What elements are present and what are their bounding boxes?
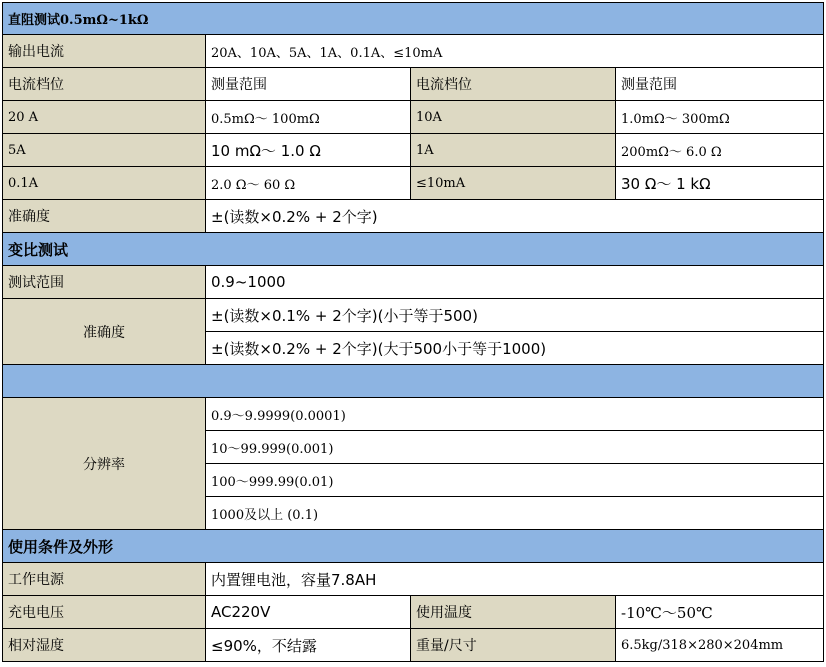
gear-cell: 0.1A <box>2 167 206 200</box>
range-cell: 2.0 Ω～ 60 Ω <box>206 167 411 200</box>
section-usage <box>2 530 824 563</box>
power-label: 工作电源 <box>2 563 206 596</box>
resolution-value: 10～99.999(0.001) <box>206 431 824 464</box>
ratio-range-value: 0.9~1000 <box>206 266 824 299</box>
range-cell: 0.5mΩ～ 100mΩ <box>206 101 411 134</box>
ratio-range-label: 测试范围 <box>2 266 206 299</box>
gear-cell: 5A <box>2 134 206 167</box>
temperature-label: 使用温度 <box>411 596 616 629</box>
row-range-header <box>2 68 824 101</box>
ratio-accuracy-label: 准确度 <box>2 299 206 365</box>
gear-cell: 10A <box>411 101 616 134</box>
row-ratio-accuracy <box>2 299 824 365</box>
section-title <box>2 365 824 398</box>
row-range <box>2 167 824 200</box>
dc-accuracy-label: 准确度 <box>2 200 206 233</box>
row-range <box>2 101 824 134</box>
range-cell: 200mΩ～ 6.0 Ω <box>616 134 824 167</box>
range-cell: 1.0mΩ～ 300mΩ <box>616 101 824 134</box>
section-dc-resistance <box>2 2 824 35</box>
output-current-label: 输出电流 <box>2 35 206 68</box>
range-header-2: 测量范围 <box>616 68 824 101</box>
temperature-value: -10℃～50℃ <box>616 596 824 629</box>
charge-label: 充电电压 <box>2 596 206 629</box>
row-power <box>2 563 824 596</box>
gear-cell: 20 A <box>2 101 206 134</box>
gear-cell: ≤10mA <box>411 167 616 200</box>
section-title: 使用条件及外形 <box>2 530 824 563</box>
charge-value: AC220V <box>206 596 411 629</box>
power-value: 内置锂电池，容量7.8AH <box>206 563 824 596</box>
row-charge <box>2 596 824 629</box>
output-current-value: 20A、10A、5A、1A、0.1A、≤10mA <box>206 35 824 68</box>
weight-size-label: 重量/尺寸 <box>411 629 616 662</box>
gear-header-1: 电流档位 <box>2 68 206 101</box>
row-humidity <box>2 629 824 662</box>
gear-header-2: 电流档位 <box>411 68 616 101</box>
range-cell: 30 Ω～ 1 kΩ <box>616 167 824 200</box>
section-title: 直阻测试0.5mΩ~1kΩ <box>2 2 824 35</box>
row-dc-accuracy <box>2 200 824 233</box>
resolution-value: 0.9～9.9999(0.0001) <box>206 398 824 431</box>
resolution-value: 1000及以上 (0.1) <box>206 497 824 530</box>
ratio-accuracy-value: ±(读数×0.1% + 2个字)(小于等于500) <box>206 299 824 332</box>
humidity-value: ≤90%，不结露 <box>206 629 411 662</box>
row-output-current <box>2 35 824 68</box>
range-header-1: 测量范围 <box>206 68 411 101</box>
dc-accuracy-value: ±(读数×0.2% + 2个字) <box>206 200 824 233</box>
section-blank <box>2 365 824 398</box>
humidity-label: 相对湿度 <box>2 629 206 662</box>
resolution-label: 分辨率 <box>2 398 206 530</box>
section-ratio <box>2 233 824 266</box>
gear-cell: 1A <box>411 134 616 167</box>
weight-size-value: 6.5kg/318×280×204mm <box>616 629 824 662</box>
ratio-accuracy-value: ±(读数×0.2% + 2个字)(大于500小于等于1000) <box>206 332 824 365</box>
row-resolution <box>2 398 824 530</box>
row-range <box>2 134 824 167</box>
section-title: 变比测试 <box>2 233 824 266</box>
range-cell: 10 mΩ～ 1.0 Ω <box>206 134 411 167</box>
row-ratio-range <box>2 266 824 299</box>
resolution-value: 100～999.99(0.01) <box>206 464 824 497</box>
